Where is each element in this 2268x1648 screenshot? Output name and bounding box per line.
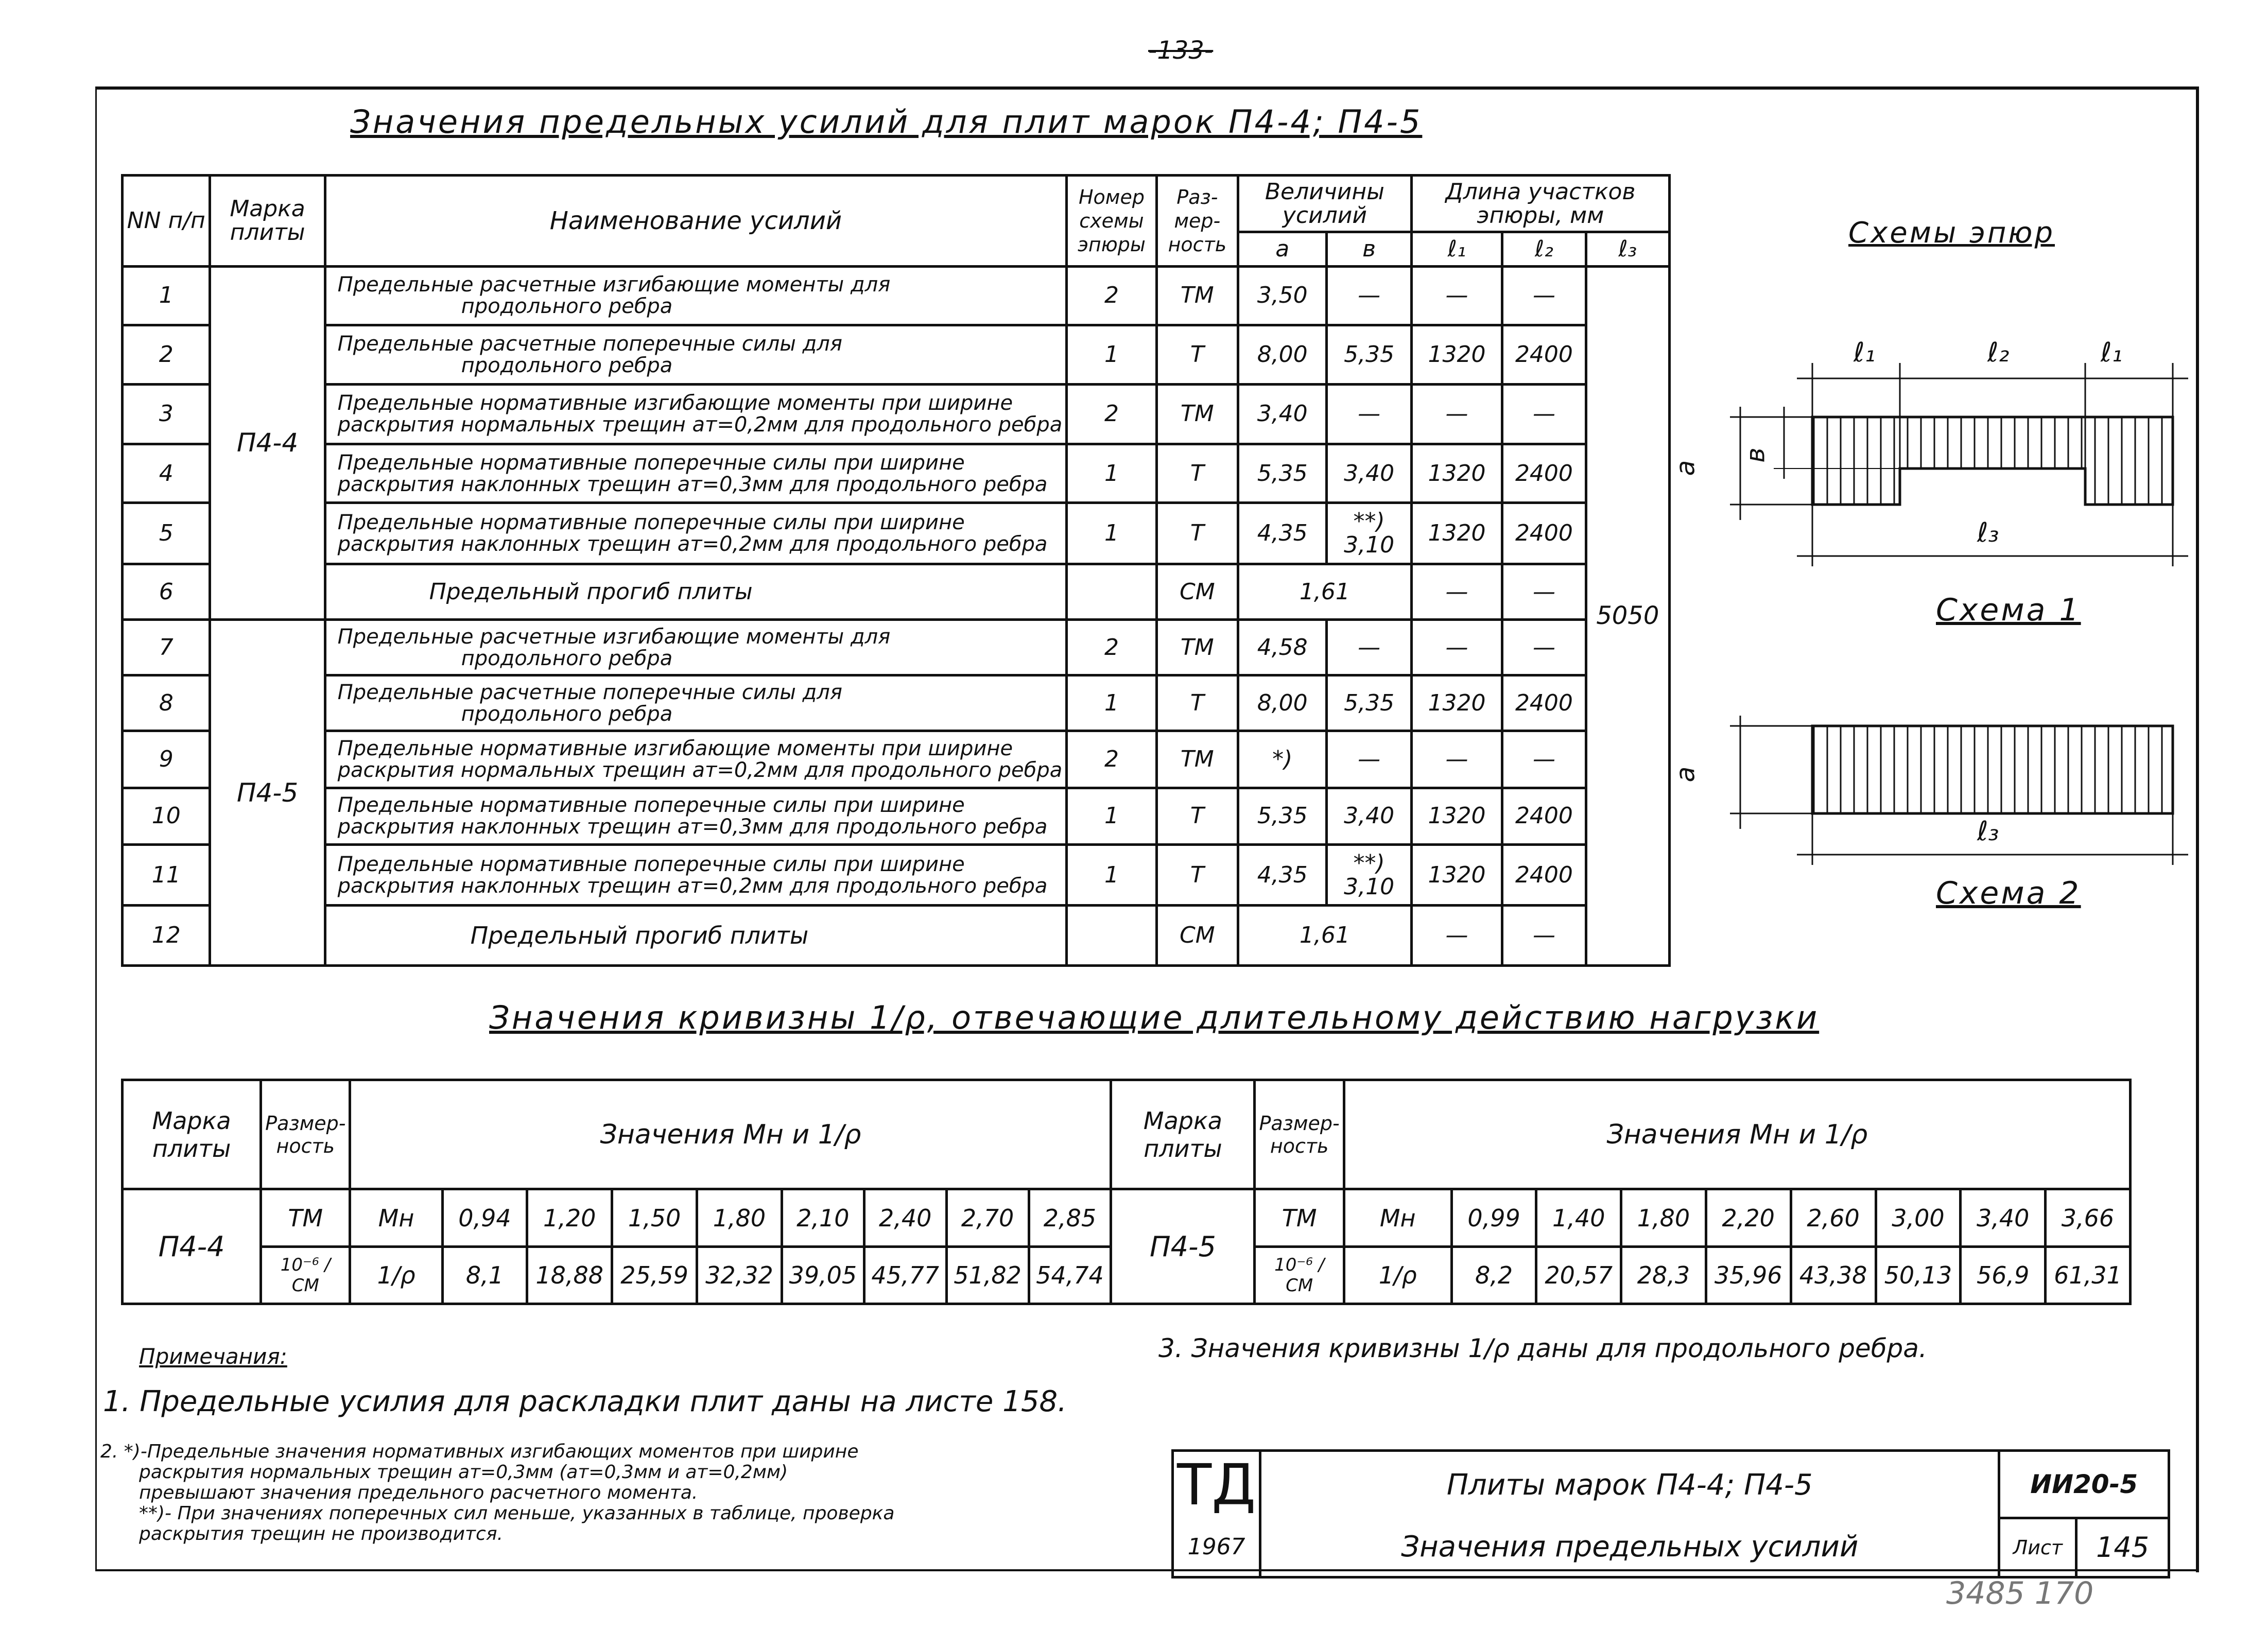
t2-marka-left: П4-4 — [123, 1189, 261, 1304]
value-a: 1,61 — [1238, 564, 1411, 619]
value-l2: — — [1502, 564, 1586, 619]
force-name: Предельные нормативные поперечные силы при ширине раскрытия наклонных трещин aт=0,2мм для продольного ребра — [325, 844, 1067, 906]
header-name: Наименование усилий — [325, 176, 1067, 267]
row-number: 6 — [123, 564, 210, 619]
schemes-title: Схемы эпюр — [1848, 216, 2055, 250]
dim-cell: СМ — [1156, 564, 1238, 619]
value-l1: — — [1411, 384, 1502, 444]
header-a: a — [1238, 232, 1326, 267]
force-name: Предельные нормативные поперечные силы при ширине раскрытия наклонных трещин aт=0,2мм для продольного ребра — [325, 503, 1067, 564]
note-2-line-b: раскрытия нормальных трещин aт=0,3мм (aт=0,3мм и aт=0,2мм) — [139, 1462, 788, 1483]
value-l2: 2400 — [1502, 788, 1586, 844]
scheme-cell: 1 — [1067, 444, 1156, 503]
t2-rho-left: 32,32 — [697, 1246, 782, 1304]
force-name: Предельный прогиб плиты — [325, 906, 1067, 966]
value-a: 8,00 — [1238, 325, 1326, 384]
value-a: 5,35 — [1238, 788, 1326, 844]
header-lengths: Длина участков эпюры, мм — [1411, 176, 1669, 232]
scheme1-b-label: в — [1740, 447, 1771, 463]
dim-cell: Т — [1156, 325, 1238, 384]
note-2-line-a: 2. *)-Предельные значения нормативных изгибающих моментов при ширине — [100, 1441, 859, 1462]
force-name: Предельный прогиб плиты — [325, 564, 1067, 619]
t2-mn-left: 1,20 — [527, 1189, 612, 1246]
value-l2: — — [1502, 620, 1586, 675]
value-a: 3,50 — [1238, 266, 1326, 325]
value-l2: — — [1502, 906, 1586, 966]
t2-dim1-right: ТМ — [1255, 1189, 1344, 1246]
value-l1: 1320 — [1411, 503, 1502, 564]
row-number: 5 — [123, 503, 210, 564]
note-2-line-d: **)- При значениях поперечных сил меньше, указанных в таблице, проверка — [139, 1503, 895, 1524]
value-a: *) — [1238, 731, 1326, 788]
scheme-cell — [1067, 564, 1156, 619]
t2-mn-left: 1,50 — [612, 1189, 697, 1246]
t2-sym-mn-right: Мн — [1344, 1189, 1451, 1246]
value-l2: 2400 — [1502, 844, 1586, 906]
scheme-cell: 2 — [1067, 620, 1156, 675]
force-name: Предельные нормативные поперечные силы при ширине раскрытия наклонных трещин aт=0,3мм для продольного ребра — [325, 788, 1067, 844]
t2-header-values-left: Значения Мн и 1/ρ — [350, 1080, 1111, 1189]
t2-rho-left: 8,1 — [442, 1246, 527, 1304]
note-3: 3. Значения кривизны 1/ρ даны для продольного ребра. — [1158, 1333, 1927, 1363]
title-block-line2: Значения предельных усилий — [1260, 1518, 1999, 1577]
value-a: 1,61 — [1238, 906, 1411, 966]
value-l1: — — [1411, 906, 1502, 966]
scheme2-l3-label: ℓ₃ — [1977, 816, 1999, 847]
title-block-sheet: 145 — [2076, 1518, 2169, 1577]
force-name: Предельные нормативные изгибающие моменты при ширине раскрытия нормальных трещин aт=0,2мм для продольного ребра — [325, 731, 1067, 788]
title-block-sheet-label: Лист — [1999, 1518, 2076, 1577]
header-dim: Раз-мер-ность — [1156, 176, 1238, 267]
title-block-line1: Плиты марок П4-4; П4-5 — [1260, 1451, 1999, 1518]
scheme1-a-label: a — [1670, 460, 1701, 476]
force-name: Предельные расчетные поперечные силы для продольного ребра — [325, 675, 1067, 731]
row-number: 12 — [123, 906, 210, 966]
scheme-2-diagram — [1673, 710, 2188, 865]
value-l2: 2400 — [1502, 444, 1586, 503]
title-block — [1171, 1449, 2170, 1578]
value-a: 4,35 — [1238, 844, 1326, 906]
value-l1: 1320 — [1411, 675, 1502, 731]
t2-rho-right: 28,3 — [1621, 1246, 1706, 1304]
force-name: Предельные расчетные изгибающие моменты для продольного ребра — [325, 620, 1067, 675]
header-l1: ℓ₁ — [1411, 232, 1502, 267]
force-name: Предельные расчетные изгибающие моменты для продольного ребра — [325, 266, 1067, 325]
value-l1: 1320 — [1411, 844, 1502, 906]
value-a: 5,35 — [1238, 444, 1326, 503]
value-b: 3,40 — [1327, 444, 1411, 503]
value-a: 4,35 — [1238, 503, 1326, 564]
dim-cell: Т — [1156, 444, 1238, 503]
dim-cell: ТМ — [1156, 384, 1238, 444]
t2-mn-right: 1,80 — [1621, 1189, 1706, 1246]
value-l3: 5050 — [1586, 266, 1669, 965]
dim-cell: ТМ — [1156, 620, 1238, 675]
marka-cell: П4-4 — [210, 266, 325, 619]
t2-mn-right: 2,60 — [1791, 1189, 1876, 1246]
value-l2: 2400 — [1502, 675, 1586, 731]
row-number: 1 — [123, 266, 210, 325]
t2-rho-right: 35,96 — [1706, 1246, 1791, 1304]
t2-marka-right: П4-5 — [1111, 1189, 1255, 1304]
t2-mn-right: 2,20 — [1706, 1189, 1791, 1246]
header-nn: NN п/п — [123, 176, 210, 267]
value-b: 5,35 — [1327, 675, 1411, 731]
t2-rho-right: 50,13 — [1876, 1246, 1961, 1304]
t2-dim2-right: 10⁻⁶ / СМ — [1255, 1246, 1344, 1304]
dim-cell: СМ — [1156, 906, 1238, 966]
t2-rho-left: 54,74 — [1029, 1246, 1111, 1304]
scheme-cell: 1 — [1067, 844, 1156, 906]
t2-sym-mn-left: Мн — [350, 1189, 442, 1246]
header-b: в — [1327, 232, 1411, 267]
t2-mn-right: 0,99 — [1451, 1189, 1536, 1246]
scheme2-a-label: a — [1670, 766, 1701, 783]
value-b: — — [1327, 384, 1411, 444]
scheme-cell: 2 — [1067, 384, 1156, 444]
table2-title: Значения кривизны 1/ρ, отвечающие длительному действию нагрузки — [489, 999, 1820, 1036]
t2-header-marka-left: Марка плиты — [123, 1080, 261, 1189]
value-b: — — [1327, 266, 1411, 325]
t2-dim2-left: 10⁻⁶ / СМ — [261, 1246, 350, 1304]
dim-cell: Т — [1156, 788, 1238, 844]
archive-stamp: 3485 170 — [1946, 1575, 2094, 1611]
note-2-line-e: раскрытия трещин не производится. — [139, 1523, 503, 1545]
dim-cell: Т — [1156, 844, 1238, 906]
scheme-cell: 2 — [1067, 266, 1156, 325]
note-2-line-c: превышают значения предельного расчетного момента. — [139, 1482, 698, 1503]
t2-mn-right: 3,00 — [1876, 1189, 1961, 1246]
marka-cell: П4-5 — [210, 620, 325, 966]
row-number: 9 — [123, 731, 210, 788]
t2-rho-left: 25,59 — [612, 1246, 697, 1304]
t2-header-dim-right: Размер-ность — [1255, 1080, 1344, 1189]
t2-header-marka-right: Марка плиты — [1111, 1080, 1255, 1189]
value-a: 8,00 — [1238, 675, 1326, 731]
dim-cell: Т — [1156, 675, 1238, 731]
t2-rho-right: 56,9 — [1961, 1246, 2046, 1304]
row-number: 2 — [123, 325, 210, 384]
value-l1: 1320 — [1411, 325, 1502, 384]
t2-mn-left: 2,40 — [864, 1189, 946, 1246]
value-l1: — — [1411, 731, 1502, 788]
header-values: Величины усилий — [1238, 176, 1411, 232]
t2-mn-left: 2,10 — [782, 1189, 864, 1246]
title-block-year: 1967 — [1173, 1518, 1260, 1577]
scheme-cell: 1 — [1067, 503, 1156, 564]
scheme-cell: 1 — [1067, 675, 1156, 731]
scheme1-l1b-label: ℓ₁ — [2101, 337, 2123, 368]
t2-rho-right: 61,31 — [2045, 1246, 2130, 1304]
value-l1: — — [1411, 266, 1502, 325]
t2-header-values-right: Значения Мн и 1/ρ — [1344, 1080, 2130, 1189]
t2-mn-right: 3,40 — [1961, 1189, 2046, 1246]
row-number: 7 — [123, 620, 210, 675]
force-name: Предельные расчетные поперечные силы для продольного ребра — [325, 325, 1067, 384]
page-number-top: -133- — [1148, 36, 1214, 65]
value-b: 5,35 — [1327, 325, 1411, 384]
scheme-1-label: Схема 1 — [1936, 592, 2081, 628]
curvature-table — [121, 1079, 2132, 1305]
t2-mn-left: 1,80 — [697, 1189, 782, 1246]
t2-sym-rho-left: 1/ρ — [350, 1246, 442, 1304]
t2-rho-left: 18,88 — [527, 1246, 612, 1304]
scheme-cell: 2 — [1067, 731, 1156, 788]
force-name: Предельные нормативные поперечные силы при ширине раскрытия наклонных трещин aт=0,3мм для продольного ребра — [325, 444, 1067, 503]
row-number: 3 — [123, 384, 210, 444]
value-a: 3,40 — [1238, 384, 1326, 444]
force-name: Предельные нормативные изгибающие моменты при ширине раскрытия нормальных трещин aт=0,2мм для продольного ребра — [325, 384, 1067, 444]
t2-mn-left: 2,70 — [946, 1189, 1029, 1246]
t2-mn-left: 2,85 — [1029, 1189, 1111, 1246]
header-marka: Марка плиты — [210, 176, 325, 267]
value-l2: 2400 — [1502, 325, 1586, 384]
t2-rho-left: 39,05 — [782, 1246, 864, 1304]
value-b: **) 3,10 — [1327, 844, 1411, 906]
notes-heading: Примечания: — [139, 1344, 287, 1369]
t2-rho-right: 20,57 — [1536, 1246, 1621, 1304]
scheme-cell: 1 — [1067, 788, 1156, 844]
value-b: **) 3,10 — [1327, 503, 1411, 564]
value-l2: — — [1502, 266, 1586, 325]
value-l2: 2400 — [1502, 503, 1586, 564]
row-number: 4 — [123, 444, 210, 503]
scheme-cell: 1 — [1067, 325, 1156, 384]
t2-sym-rho-right: 1/ρ — [1344, 1246, 1451, 1304]
value-b: 3,40 — [1327, 788, 1411, 844]
scheme1-l2-label: ℓ₂ — [1987, 337, 2010, 368]
header-l2: ℓ₂ — [1502, 232, 1586, 267]
value-l1: — — [1411, 564, 1502, 619]
t2-rho-right: 43,38 — [1791, 1246, 1876, 1304]
t2-header-dim-left: Размер-ность — [261, 1080, 350, 1189]
value-l1: 1320 — [1411, 444, 1502, 503]
t2-rho-left: 51,82 — [946, 1246, 1029, 1304]
forces-table — [121, 174, 1671, 967]
dim-cell: ТМ — [1156, 731, 1238, 788]
value-b: — — [1327, 731, 1411, 788]
title-block-logo: ТД — [1173, 1451, 1260, 1518]
header-scheme: Номер схемы эпюры — [1067, 176, 1156, 267]
scheme-cell — [1067, 906, 1156, 966]
t2-mn-right: 3,66 — [2045, 1189, 2130, 1246]
note-1: 1. Предельные усилия для раскладки плит даны на листе 158. — [103, 1385, 1067, 1418]
row-number: 8 — [123, 675, 210, 731]
scheme1-l1-label: ℓ₁ — [1854, 337, 1876, 368]
dim-cell: ТМ — [1156, 266, 1238, 325]
t2-rho-right: 8,2 — [1451, 1246, 1536, 1304]
scheme1-l3-label: ℓ₃ — [1977, 517, 1999, 548]
t2-dim1-left: ТМ — [261, 1189, 350, 1246]
value-l1: — — [1411, 620, 1502, 675]
drawing-frame-left — [95, 86, 97, 1569]
header-l3: ℓ₃ — [1586, 232, 1669, 267]
t2-mn-left: 0,94 — [442, 1189, 527, 1246]
value-l2: — — [1502, 731, 1586, 788]
dim-cell: Т — [1156, 503, 1238, 564]
table1-title: Значения предельных усилий для плит марок П4-4; П4-5 — [350, 103, 1423, 141]
value-l1: 1320 — [1411, 788, 1502, 844]
title-block-code: ИИ20-5 — [1999, 1451, 2169, 1518]
t2-mn-right: 1,40 — [1536, 1189, 1621, 1246]
row-number: 10 — [123, 788, 210, 844]
value-a: 4,58 — [1238, 620, 1326, 675]
value-l2: — — [1502, 384, 1586, 444]
scheme-2-label: Схема 2 — [1936, 875, 2081, 911]
row-number: 11 — [123, 844, 210, 906]
value-b: — — [1327, 620, 1411, 675]
t2-rho-left: 45,77 — [864, 1246, 946, 1304]
